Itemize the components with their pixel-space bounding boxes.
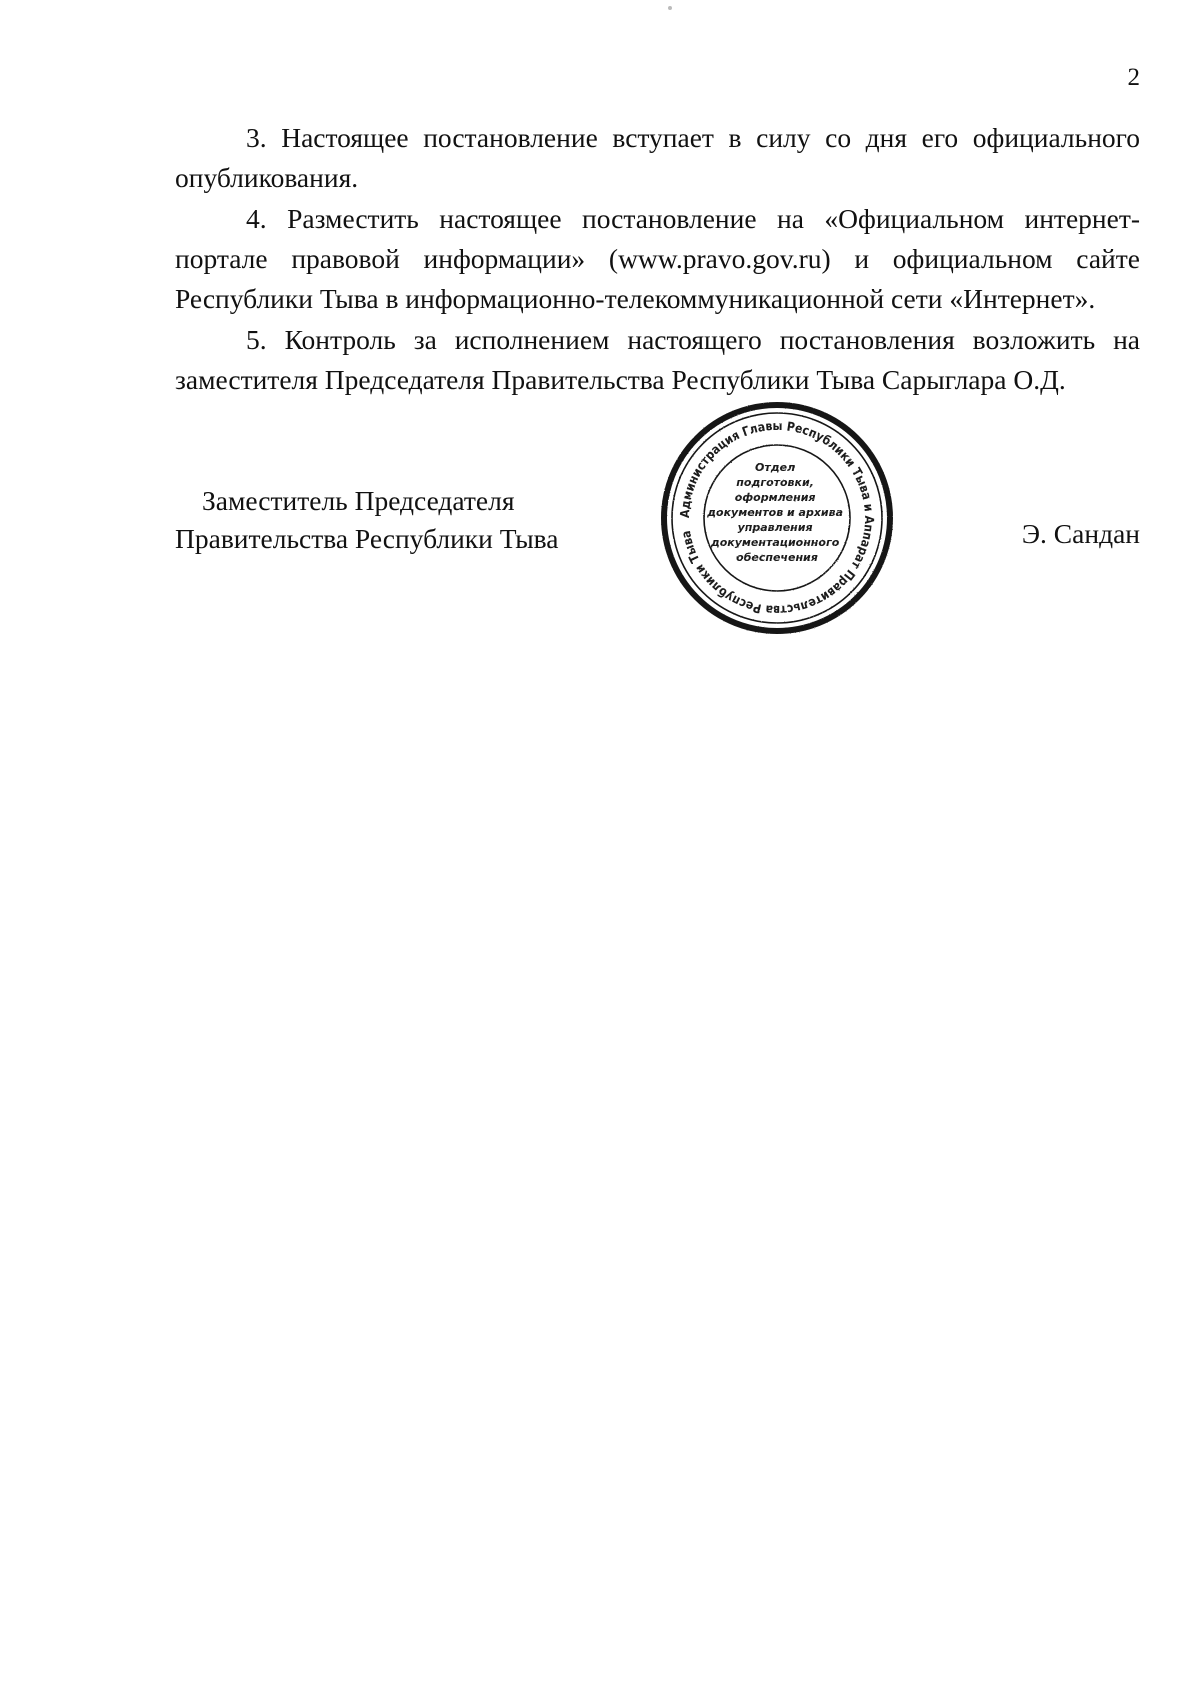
official-seal-stamp bbox=[657, 398, 897, 638]
paragraph-3: 3. Настоящее постановление вступает в силу со дня его официального опубликования. bbox=[175, 122, 1140, 193]
paragraph-4: 4. Разместить настоящее постановление на «Официальном интернет-портале правовой информации» (www.pravo.gov.ru) и официальном сайте Республики Тыва в информационно-телекоммуникационной сети «Интернет». bbox=[175, 203, 1140, 314]
signatory-title-line2: Правительства Республики Тыва bbox=[175, 523, 559, 554]
seal-graphic bbox=[657, 398, 897, 638]
signatory-title-line1: Заместитель Председателя bbox=[202, 485, 515, 516]
signatory-title bbox=[175, 482, 559, 558]
seal-ring-text: Администрация Главы Республики Тыва и Аппарат Правительства Республики Тыва bbox=[676, 417, 878, 619]
seal-center-text: Отдел подготовки, оформления документов и архива управления документационного обеспечения bbox=[707, 461, 844, 564]
signatory-name: Э. Сандан bbox=[1021, 518, 1140, 549]
page-number: 2 bbox=[1127, 64, 1140, 91]
scan-artifact bbox=[668, 6, 672, 10]
paragraph-5: 5. Контроль за исполнением настоящего постановления возложить на заместителя Председателя Правительства Республики Тыва Сарыглара О.Д. bbox=[175, 324, 1140, 395]
document-body bbox=[175, 118, 1140, 401]
